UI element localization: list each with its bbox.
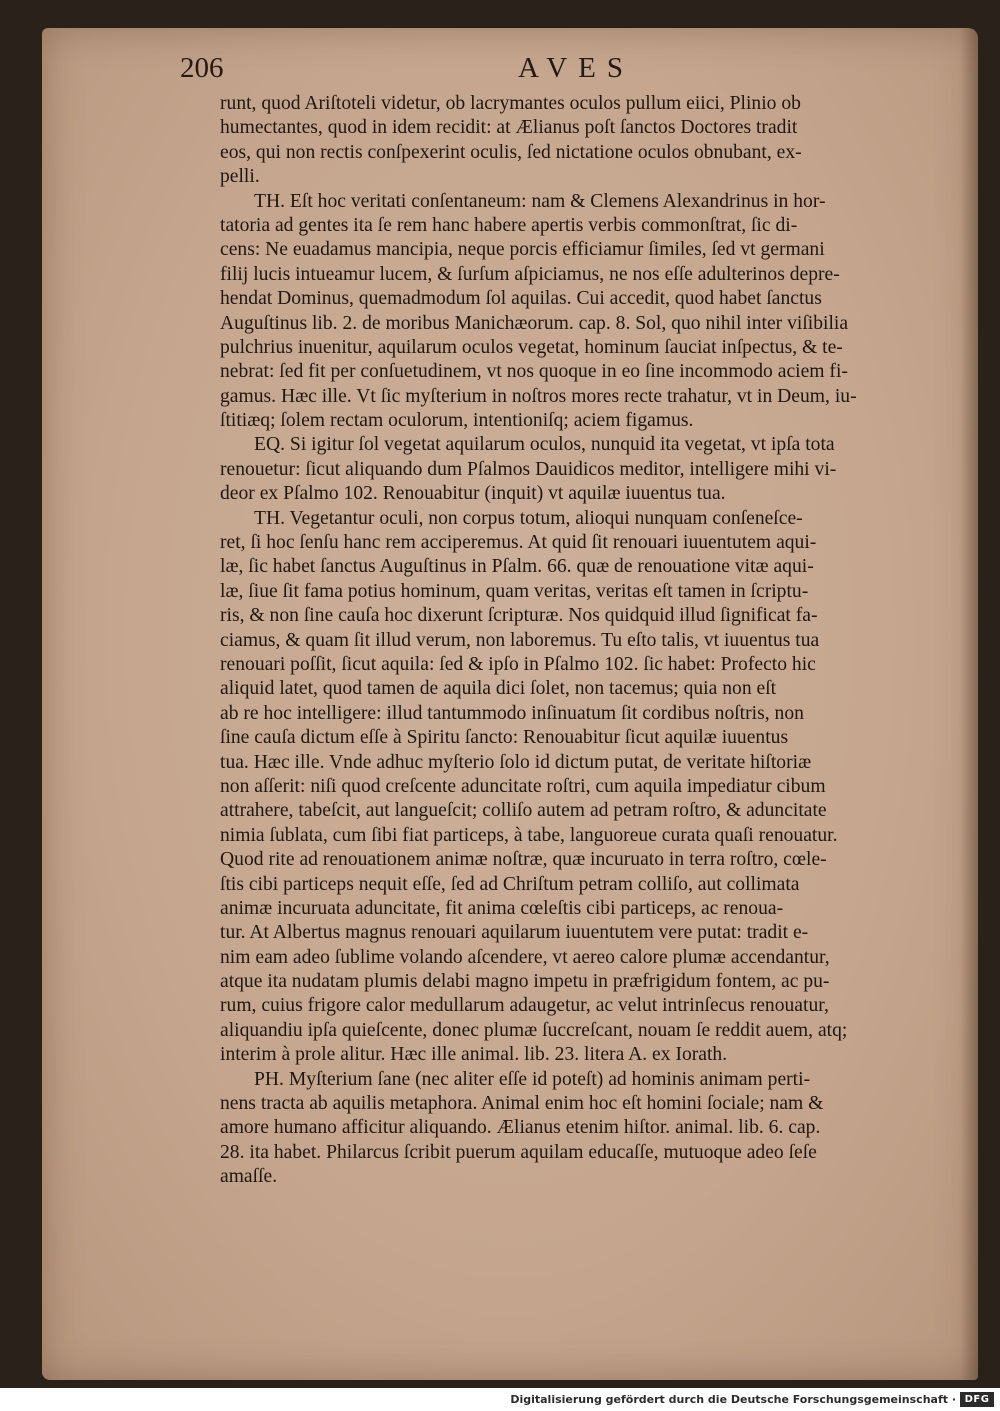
text-line: tur. At Albertus magnus renouari aquilarum iuuentutem vere putat: tradit e- (220, 922, 809, 944)
text-line: ab re hoc intelligere: illud tantummodo inſinuatum ſit cordibus noſtris, non (220, 702, 804, 724)
text-line: gamus. Hæc ille. Vt ſic myſterium in noſtros mores recte trahatur, vt in Deum, iu- (220, 385, 857, 407)
text-line: attrahere, tabeſcit, aut langueſcit; colliſo autem ad petram roſtro, & aduncitate (220, 800, 827, 822)
text-line: TH. Vegetantur oculi, non corpus totum, alioqui nunquam conſeneſce- (254, 507, 803, 529)
text-line: interim à prole alitur. Hæc ille animal. lib. 23. litera A. ex Iorath. (220, 1044, 728, 1066)
text-line: renouari poſſit, ſicut aquila: ſed & ipſo in Pſalmo 102. ſic habet: Profecto hic (220, 653, 816, 675)
text-line: cens: Ne euadamus mancipia, neque porcis efficiamur ſimiles, ſed vt germani (220, 239, 825, 261)
dfg-credit-text: Digitalisierung gefördert durch die Deutsche Forschungsgemeinschaft · (510, 1393, 956, 1406)
text-line: eos, qui non rectis conſpexerint oculis, ſed nictatione oculos obnubant, ex- (220, 141, 802, 163)
text-line: filij lucis intueamur lucem, & ſurſum aſpiciamus, ne nos eſſe adulterinos depre- (220, 263, 840, 285)
running-title: AVES (518, 52, 634, 84)
text-line: TH. Eſt hoc veritati conſentaneum: nam & Clemens Alexandrinus in hor- (254, 190, 826, 212)
text-line: pulchrius inuenitur, aquilarum oculos vegetat, hominum ſauciat inſpectus, & te- (220, 336, 843, 358)
text-line: læ, ſiue ſit fama potius hominum, quam veritas, veritas eſt tamen in ſcriptu- (220, 580, 809, 602)
footer-bar (0, 1388, 1000, 1411)
text-line: atque ita nudatam plumis delabi magno impetu in præfrigidum fontem, ac pu- (220, 971, 830, 993)
page-number: 206 (180, 52, 224, 84)
text-line: ris, & non ſine cauſa hoc dixerunt ſcripturæ. Nos quidquid illud ſignificat fa- (220, 605, 818, 627)
text-line: nim eam adeo ſublime volando aſcendere, vt aereo calore plumæ accendantur, (220, 946, 830, 968)
text-line: nebrat: ſed fit per conſuetudinem, vt nos quoque in eo ſine incommodo aciem fi- (220, 361, 848, 383)
body-text (220, 92, 938, 1190)
text-line: amaſſe. (220, 1166, 278, 1188)
text-line: Quod rite ad renouationem animæ noſtræ, quæ incuruato in terra roſtro, cœle- (220, 849, 827, 871)
text-line: non aſſerit: niſi quod creſcente aduncitate roſtri, cum aquila impediatur cibum (220, 775, 826, 797)
text-line: ret, ſi hoc ſenſu hanc rem acciperemus. At quid ſit renouari iuuentutem aqui- (220, 532, 817, 554)
text-line: tua. Hæc ille. Vnde adhuc myſterio ſolo id dictum putat, de veritate hiſtoriæ (220, 751, 812, 773)
text-line: ciamus, & quam ſit illud verum, non laboremus. Tu eſto talis, vt iuuentus tua (220, 629, 820, 651)
text-line: hendat Dominus, quemadmodum ſol aquilas. Cui accedit, quod habet ſanctus (220, 288, 822, 310)
text-line: aliquid latet, quod tamen de aquila dici ſolet, non tacemus; quia non eſt (220, 678, 777, 700)
text-line: ſine cauſa dictum eſſe à Spiritu ſancto: Renouabitur ſicut aquilæ iuuentus (220, 727, 789, 749)
text-line: deor ex Pſalmo 102. Renouabitur (inquit) vt aquilæ iuuentus tua. (220, 483, 726, 505)
text-line: amore humano afficitur aliquando. Ælianus etenim hiſtor. animal. lib. 6. cap. (220, 1117, 821, 1139)
text-line: nimia ſublata, cum ſibi fiat particeps, à tabe, languoreue curata quaſi renouatur. (220, 824, 838, 846)
page-header (180, 52, 940, 92)
text-line: humectantes, quod in idem recidit: at Ælianus poſt ſanctos Doctores tradit (220, 117, 798, 139)
text-line: Auguſtinus lib. 2. de moribus Manichæorum. cap. 8. Sol, quo nihil inter viſibilia (220, 312, 849, 334)
text-line: PH. Myſterium ſane (nec aliter eſſe id poteſt) ad hominis animam perti- (254, 1068, 811, 1090)
text-line: ſtis cibi particeps nequit eſſe, ſed ad Chriſtum petram colliſo, aut collimata (220, 873, 800, 895)
text-line: EQ. Si igitur ſol vegetat aquilarum oculos, nunquid ita vegetat, vt ipſa tota (254, 434, 835, 456)
text-line: renouetur: ſicut aliquando dum Pſalmos Dauidicos meditor, intelligere mihi vi- (220, 458, 837, 480)
text-line: tatoria ad gentes ita ſe rem hanc habere apertis verbis commonſtrat, ſic di- (220, 214, 798, 236)
text-line: aliquandiu ipſa quieſcente, donec plumæ ſuccreſcant, nouam ſe reddit auem, atq; (220, 1019, 848, 1041)
text-line: runt, quod Ariſtoteli videtur, ob lacrymantes oculos pullum eiici, Plinio ob (220, 93, 801, 114)
dfg-logo-icon: DFG (960, 1392, 994, 1407)
text-line: animæ incuruata aduncitate, fit anima cœleſtis cibi particeps, ac renoua- (220, 897, 784, 919)
text-line: ſtitiæq; ſolem rectam oculorum, intentioniſq; aciem figamus. (220, 410, 694, 432)
text-line: læ, ſic habet ſanctus Auguſtinus in Pſalm. 66. quæ de renouatione vitæ aqui- (220, 556, 814, 578)
text-line: 28. ita habet. Philarcus ſcribit puerum aquilam educaſſe, mutuoque adeo ſeſe (220, 1141, 817, 1163)
text-line: pelli. (220, 166, 260, 188)
page-edge-shadow (960, 28, 978, 1380)
text-line: nens tracta ab aquilis metaphora. Animal enim hoc eſt homini ſociale; nam & (220, 1093, 824, 1115)
text-line: rum, cuius frigore calor medullarum adaugetur, ac velut intrinſecus renouatur, (220, 995, 829, 1017)
